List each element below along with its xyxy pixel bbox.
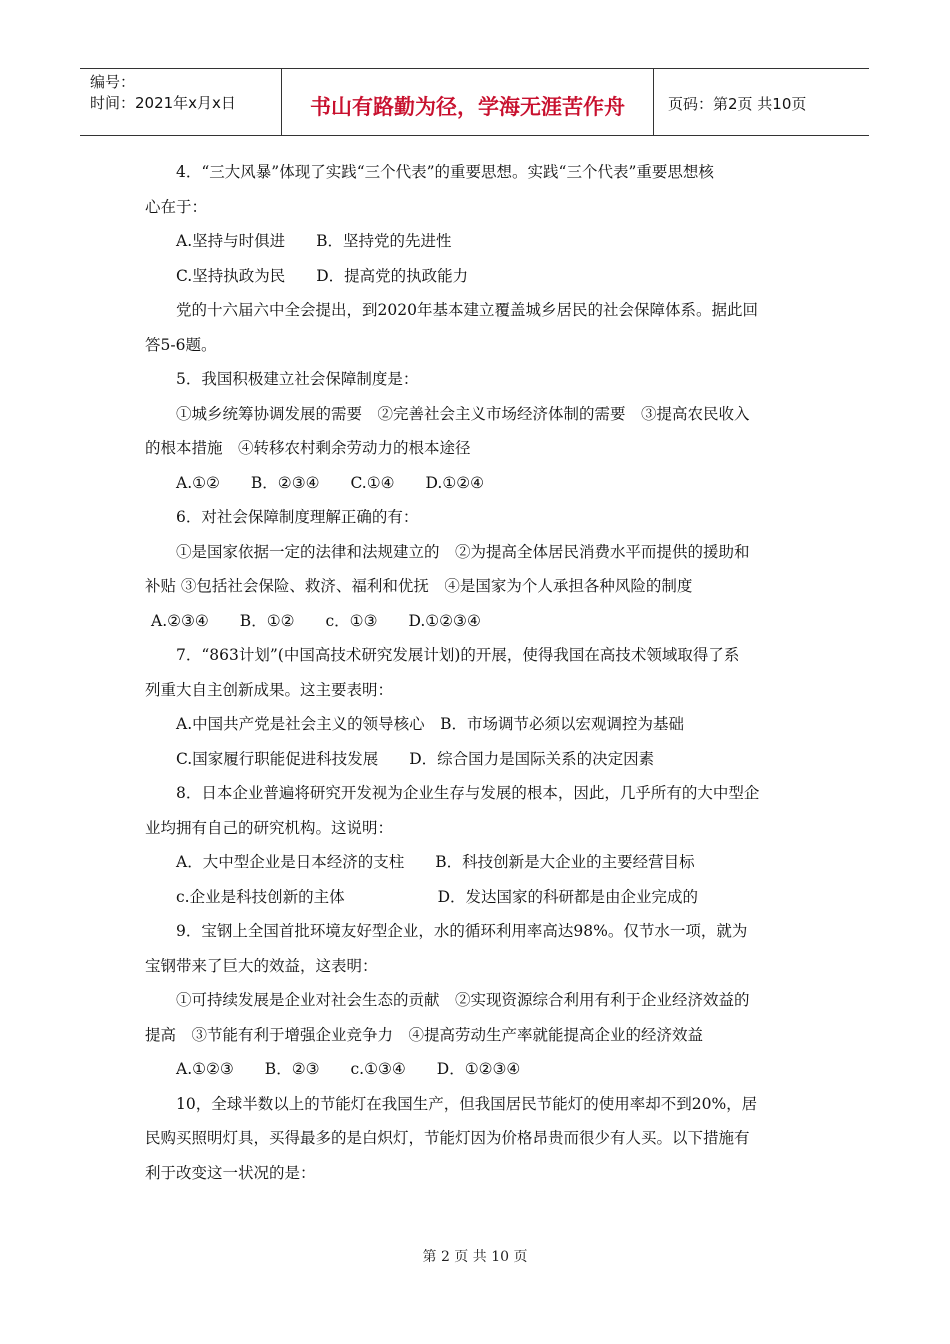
header-motto: 书山有路勤为径，学海无涯苦作舟 — [282, 69, 654, 135]
question-9-statements-cont: 提高 ③节能有利于增强企业竞争力 ④提高劳动生产率就能提高企业的经济效益 — [145, 1025, 704, 1044]
question-7-options-cd: C.国家履行职能促进科技发展 D．综合国力是国际关系的决定因素 — [176, 749, 655, 768]
question-9-options: A.①②③ B．②③ c.①③④ D．①②③④ — [176, 1060, 521, 1078]
document-body — [145, 155, 813, 1190]
question-5-stem: 5．我国积极建立社会保障制度是： — [176, 370, 419, 388]
question-8-stem: 8．日本企业普遍将研究开发视为企业生存与发展的根本，因此，几乎所有的大中型企 — [176, 784, 760, 802]
number-label: 编号： — [90, 73, 136, 91]
question-7-options-ab: A.中国共产党是社会主义的领导核心 B．市场调节必须以宏观调控为基础 — [176, 715, 685, 733]
date-label: 时间：2021年x月x日 — [90, 94, 236, 112]
question-10-stem-cont: 民购买照明灯具，买得最多的是白炽灯，节能灯因为价格昂贵而很少有人买。以下措施有 — [145, 1129, 750, 1147]
page-footer: 第 2 页 共 10 页 — [422, 1249, 528, 1265]
question-5-statements: ①城乡统筹协调发展的需要 ②完善社会主义市场经济体制的需要 ③提高农民收入 — [176, 404, 750, 423]
question-5-statements-cont: 的根本措施 ④转移农村剩余劳动力的根本途径 — [145, 439, 471, 457]
question-10-stem: 10，全球半数以上的节能灯在我国生产，但我国居民节能灯的使用率却不到20%，居 — [176, 1094, 758, 1113]
question-9-statements: ①可持续发展是企业对社会生态的贡献 ②实现资源综合利用有利于企业经济效益的 — [176, 991, 750, 1009]
header-page-info: 页码：第2页 共10页 — [668, 95, 807, 113]
question-6-statements: ①是国家依据一定的法律和法规建立的 ②为提高全体居民消费水平而提供的援助和 — [176, 542, 750, 561]
question-5-options: A.①② B．②③④ C.①④ D.①②④ — [176, 473, 485, 492]
page-header — [80, 68, 869, 136]
question-9-stem: 9．宝钢上全国首批环境友好型企业，水的循环利用率高达98%。仅节水一项，就为 — [176, 922, 748, 940]
question-8-options-cd: c.企业是科技创新的主体 D．发达国家的科研都是由企业完成的 — [176, 887, 699, 906]
question-7-stem: 7．“863计划”(中国高技术研究发展计划)的开展，使得我国在高技术领域取得了系 — [176, 646, 740, 664]
question-8-options-ab: A．大中型企业是日本经济的支柱 B．科技创新是大企业的主要经营目标 — [176, 853, 695, 871]
question-4-stem-cont: 心在于： — [145, 197, 208, 216]
question-4-stem: 4．“三大风暴”体现了实践“三个代表”的重要思想。实践“三个代表”重要思想核 — [176, 163, 714, 181]
question-7-stem-cont: 列重大自主创新成果。这主要表明： — [145, 680, 394, 699]
material-intro-cont: 答5-6题。 — [145, 335, 217, 354]
question-4-options-ab: A.坚持与时俱进 B．坚持党的先进性 — [176, 232, 452, 250]
question-6-options: A.②③④ B．①② c．①③ D.①②③④ — [151, 611, 481, 630]
question-10-stem-end: 利于改变这一状况的是： — [145, 1163, 316, 1182]
question-8-stem-cont: 业均拥有自己的研究机构。这说明： — [145, 818, 394, 837]
question-4-options-cd: C.坚持执政为民 D．提高党的执政能力 — [176, 266, 469, 285]
question-9-stem-cont: 宝钢带来了巨大的效益，这表明： — [145, 956, 378, 975]
header-meta — [80, 69, 282, 135]
material-intro: 党的十六届六中全会提出，到2020年基本建立覆盖城乡居民的社会保障体系。据此回 — [176, 301, 758, 319]
question-6-stem: 6．对社会保障制度理解正确的有： — [176, 508, 419, 526]
question-6-statements-cont: 补贴 ③包括社会保险、救济、福利和优抚 ④是国家为个人承担各种风险的制度 — [145, 577, 693, 595]
